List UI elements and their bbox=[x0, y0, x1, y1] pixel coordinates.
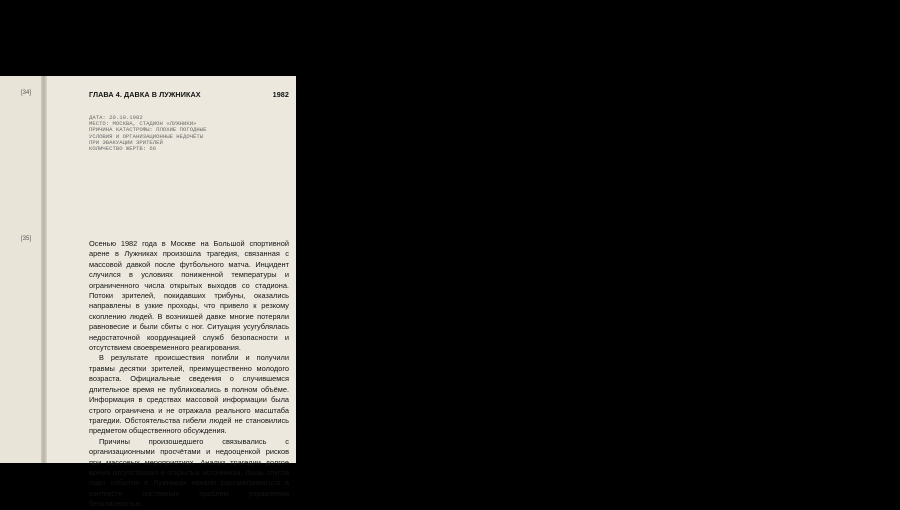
page-number-bottom: [35] bbox=[21, 236, 32, 242]
body-text bbox=[89, 239, 289, 510]
left-page bbox=[0, 76, 44, 463]
meta-line: КОЛИЧЕСТВО ЖЕРТВ: 66 bbox=[89, 145, 157, 153]
meta-line: МЕСТО: МОСКВА, СТАДИОН «ЛУЖНИКИ» bbox=[89, 120, 197, 128]
meta-line: УСЛОВИЯ И ОРГАНИЗАЦИОННЫЕ НЕДОЧЁТЫ bbox=[89, 132, 204, 140]
meta-line: ПРИЧИНА КАТАСТРОФЫ: ПЛОХИЕ ПОГОДНЫЕ bbox=[89, 126, 207, 134]
meta-line: ПРИ ЭВАКУАЦИИ ЗРИТЕЛЕЙ bbox=[89, 138, 163, 146]
chapter-year: 1982 bbox=[272, 90, 289, 99]
right-page bbox=[47, 76, 296, 509]
chapter-title: ГЛАВА 4. ДАВКА В ЛУЖНИКАХ bbox=[89, 90, 201, 99]
meta-line: ДАТА: 20.10.1982 bbox=[89, 114, 143, 121]
chapter-header bbox=[89, 90, 289, 99]
page-number-top: [34] bbox=[21, 90, 32, 96]
incident-metadata bbox=[89, 115, 207, 152]
paragraph: Осенью 1982 года в Москве на Большой спортивной арене в Лужниках произошла трагедия, связанная с массовой давкой после футбольного матча. Инцидент случился в условиях пониженной температуры и ограниченного числа открытых выходов со стадиона. Потоки зрителей, покидавших трибуны, оказались направлены в узкие проходы, что привело к резкому скоплению людей. В возникшей давке многие потеряли равновесие и были сбиты с ног. Ситуация усугублялась недостаточной координацией служб безопасности и отсутствием своевременного реагирования. bbox=[89, 239, 289, 353]
paragraph: Причины произошедшего связывались с организационными просчётами и недооценкой рисков при массовых мероприятиях. Анализ трагедии долгое время отсутствовал в открытых источниках. Лишь спустя годы события в Лужниках начали рассматриваться в контексте системных проблем управления безопасностью. bbox=[89, 436, 289, 509]
paragraph: В результате происшествия погибли и получили травмы десятки зрителей, преимущественно молодого возраста. Официальные сведения о случившемся длительное время не публиковались в полном объёме. Информация в средствах массовой информации была строго ограничена и не отражала реального масштаба трагедии. Обстоятельства гибели людей не становились предметом общественного обсуждения. bbox=[89, 353, 289, 436]
